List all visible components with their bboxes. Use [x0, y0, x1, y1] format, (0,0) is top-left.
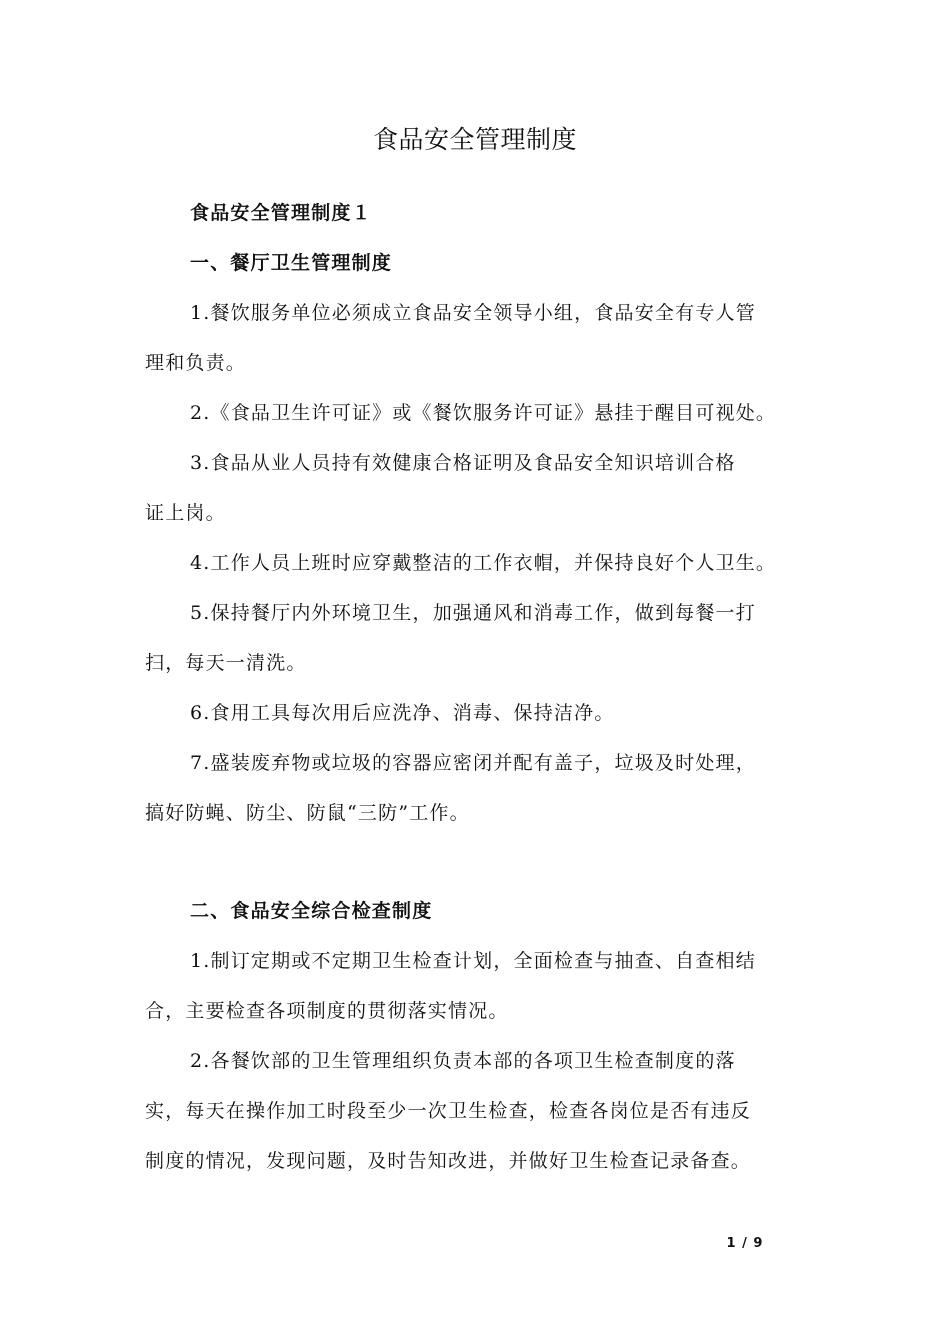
paragraph-line: 实，每天在操作加工时段至少一次卫生检查，检查各岗位是否有违反: [145, 1100, 752, 1122]
paragraph-line: 7.盛装废弃物或垃圾的容器应密闭并配有盖子，垃圾及时处理，: [190, 752, 756, 774]
paragraph-line: 扫，每天一清洗。: [145, 652, 307, 674]
paragraph-line: 合，主要检查各项制度的贯彻落实情况。: [145, 1000, 509, 1022]
paragraph-line: 1.制订定期或不定期卫生检查计划，全面检查与抽查、自查相结: [190, 950, 756, 972]
paragraph-line: 6.食用工具每次用后应洗净、消毒、保持洁净。: [190, 702, 615, 724]
paragraph-line: 3.食品从业人员持有效健康合格证明及食品安全知识培训合格: [190, 452, 736, 474]
subtitle: 食品安全管理制度１: [190, 202, 372, 224]
paragraph-line: 1.餐饮服务单位必须成立食品安全领导小组，食品安全有专人管: [190, 302, 756, 324]
paragraph-line: 5.保持餐厅内外环境卫生，加强通风和消毒工作，做到每餐一打: [190, 602, 756, 624]
page-title: 食品安全管理制度: [372, 125, 577, 154]
section1-body: [145, 288, 810, 838]
paragraph-line: 证上岗。: [145, 502, 226, 524]
paragraph-line: 理和负责。: [145, 352, 247, 374]
section2-heading: 二、食品安全综合检查制度: [190, 900, 433, 922]
paragraph-line: 2.《食品卫生许可证》或《餐饮服务许可证》悬挂于醒目可视处。: [190, 402, 777, 424]
section2-body: [145, 936, 810, 1186]
paragraph-line: 4.工作人员上班时应穿戴整洁的工作衣帽，并保持良好个人卫生。: [190, 552, 777, 574]
paragraph-line: 制度的情况，发现问题，及时告知改进，并做好卫生检查记录备查。: [145, 1150, 752, 1172]
paragraph-line: 搞好防蝇、防尘、防鼠“三防”工作。: [145, 802, 470, 824]
paragraph-line: 2.各餐饮部的卫生管理组织负责本部的各项卫生检查制度的落: [190, 1050, 736, 1072]
section1-heading: 一、餐厅卫生管理制度: [190, 252, 393, 274]
page-number: 1 / 9: [726, 1236, 764, 1251]
